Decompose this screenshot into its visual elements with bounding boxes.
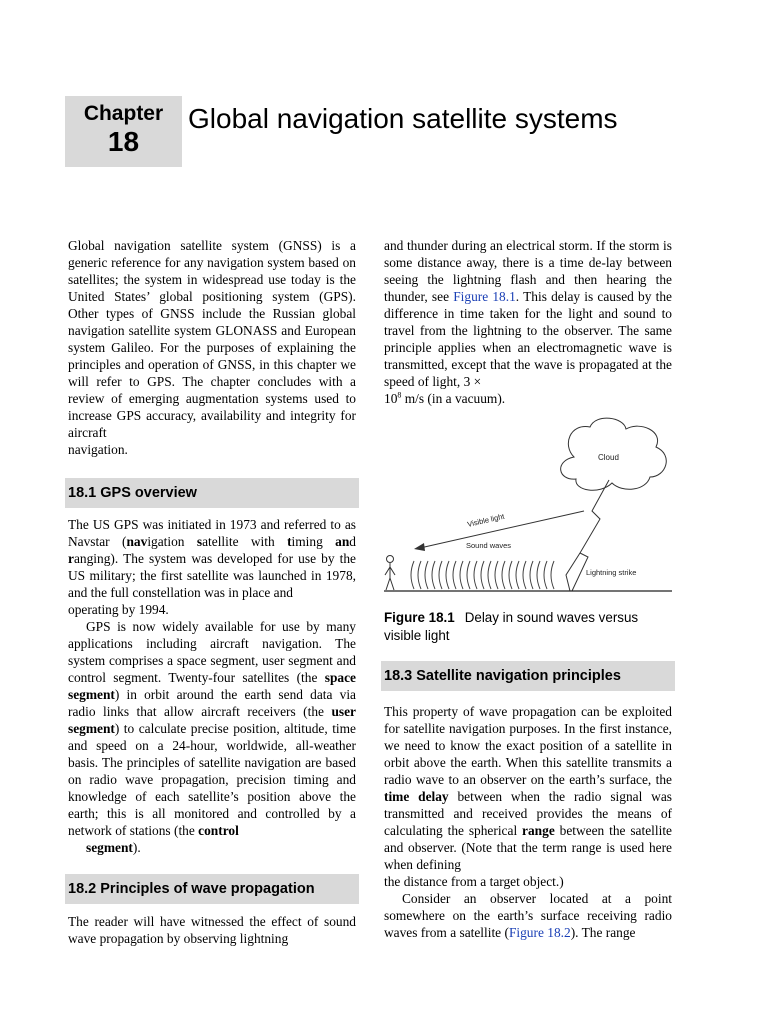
section-heading-18-1: 18.1 GPS overview	[65, 478, 359, 508]
text-run: and thunder during an electrical storm. If the storm is some distance away, there is a time de-lay between seeing the lightning flash and then hearing the thunder, see	[384, 238, 672, 304]
text-run: between when the radio signal was transmitted and received provides the means of calculating the spherical	[384, 789, 672, 838]
bold-term-range: range	[522, 823, 555, 838]
lightning-strike-label: Lightning strike	[586, 568, 637, 577]
text-run: Consider an observer located at a point somewhere on the earth’s surface receiving radio waves from a satellite (	[384, 891, 672, 940]
text-run: GPS is now widely available for use by many applications including aircraft navigation. The system comprises a space segment, user segment and control segment. Twenty-four satellites (the	[68, 619, 356, 685]
paragraph-last-line	[68, 839, 356, 856]
lightning-diagram	[384, 415, 674, 595]
text-run: This property of wave propagation can be exploited for satellite navigation purposes. In the first instance, we need to know the exact position of a satellite in orbit above the earth. When this satellite transmits a radio wave to an observer on the earth’s surface, the	[384, 704, 672, 787]
figure-18-1	[384, 415, 672, 595]
text-run: m/s (in a vacuum).	[401, 391, 506, 406]
nav-principles-paragraph-1	[384, 703, 672, 890]
chapter-word: Chapter	[83, 102, 164, 125]
text-run: anging). The system was developed for use by the US military; the first satellite was launched in 1978, and the full constellation was in place and	[68, 551, 356, 600]
text-run: atellite with	[202, 534, 288, 549]
bold-run: t	[287, 534, 292, 549]
intro-paragraph	[68, 237, 356, 458]
lightning-branch	[566, 553, 580, 591]
text-run: . This delay is caused by the difference in time taken for the light and sound to travel from the lightning to the observer. The same principle applies when an electromagnetic wave is transmitted, except that the wave is propagated at the speed of light, 3 ×	[384, 289, 672, 389]
text-run: ) to calculate precise position, altitude, time and speed on a 24-hour, worldwide, all-weather basis. The principles of satellite navigation are based on radio wave propagation, precision timing and knowledge of each satellite’s position above the earth; this is all monitored and controlled by a network of stations (the	[68, 721, 356, 838]
text-run: ) in orbit around the earth send data via radio links that allow aircraft receivers (the	[68, 687, 356, 719]
bold-term-user-segment: user segment	[68, 704, 356, 736]
paragraph-last-line: operating by 1994.	[68, 602, 169, 617]
text-run: igation	[147, 534, 197, 549]
nav-principles-paragraph-2	[384, 890, 672, 941]
bold-term-space-segment: space segment	[68, 670, 356, 702]
caption-text: Delay in sound waves versus visible light	[384, 610, 639, 643]
wave-propagation-paragraph: The reader will have witnessed the effect of sound wave propagation by observing lightning	[68, 914, 356, 946]
chapter-title: Global navigation satellite systems	[188, 103, 618, 134]
chapter-number: 18	[107, 126, 140, 157]
observer-figure	[385, 556, 395, 591]
left-column	[68, 237, 356, 947]
text-run: The US GPS was initiated in 1973 and referred to as Navstar (	[68, 517, 356, 549]
arrow-head	[414, 543, 425, 551]
figure-18-2-link[interactable]: Figure 18.2	[508, 925, 571, 940]
figure-18-1-link[interactable]: Figure 18.1	[453, 289, 516, 304]
text-run: between the satellite and observer. (Note that the term range is used here when defining	[384, 823, 672, 872]
gps-overview-paragraph-1	[68, 516, 356, 618]
right-column	[384, 237, 672, 941]
text-run: d	[349, 534, 356, 549]
bold-run: n	[341, 534, 350, 549]
text-run: ). The range	[570, 925, 636, 940]
figure-18-1-caption	[384, 609, 672, 645]
section-heading-18-3: 18.3 Satellite navigation principles	[381, 661, 675, 691]
intro-text: Global navigation satellite system (GNSS) is a generic reference for any navigation system based on satellites; the system in widespread use today is the United States’ global positioning system (GPS). Other types of GNSS include the Russian global navigation satellite system GLONASS and European system Galileo. For the purposes of explaining the principles and operation of GNSS, in this chapter we will refer to GPS. The chapter concludes with a review of emerging augmentation systems used to increase GPS accuracy, availability and integrity for aircraft	[68, 238, 356, 440]
intro-last-line: navigation.	[68, 442, 128, 457]
sound-wave-arcs	[411, 561, 554, 589]
bold-term-control: control	[198, 823, 239, 838]
text-run: ).	[132, 840, 141, 855]
gps-overview-paragraph-2	[68, 618, 356, 856]
paragraph-last-line	[384, 390, 672, 407]
storm-paragraph	[384, 237, 672, 407]
bold-run: s	[196, 534, 203, 549]
visible-light-label: Visible light	[466, 511, 506, 529]
bold-run: r	[68, 551, 74, 566]
text-run: iming	[291, 534, 336, 549]
cloud-label: Cloud	[598, 453, 619, 462]
section-heading-18-2: 18.2 Principles of wave propagation	[65, 874, 359, 904]
chapter-label-box	[65, 96, 182, 167]
exponent: 8	[397, 390, 402, 400]
sound-waves-label: Sound waves	[466, 541, 512, 550]
paragraph-last-line: the distance from a target object.)	[384, 874, 564, 889]
bold-run: a	[335, 534, 342, 549]
bold-run: nav	[126, 534, 148, 549]
bold-term-segment: segment	[86, 840, 133, 855]
text-run: 10	[384, 391, 398, 406]
caption-figure-number: Figure 18.1	[384, 610, 455, 625]
bold-term-time-delay: time delay	[384, 789, 449, 804]
